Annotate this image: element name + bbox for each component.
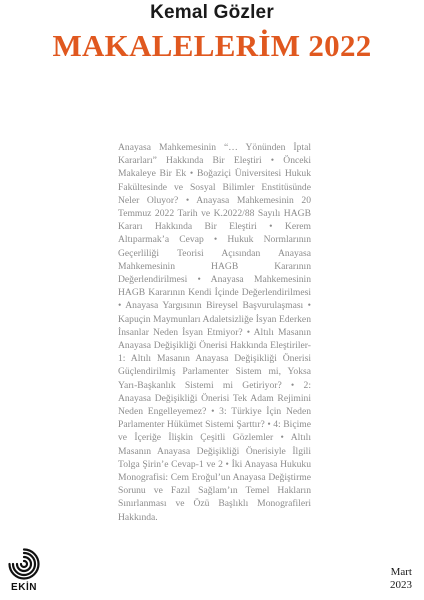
ekin-spiral-logo-icon bbox=[8, 548, 40, 580]
table-of-contents: Anayasa Mahkemesinin “… Yönünden İptal Kararları” Hakkında Bir Eleştiri • Önceki Makaleye Bir Ek • Boğaziçi Üniversitesi Hukuk Fakültesinde ve Sosyal Bilimler Enstitüsünde Neler Oluyor? • Anayasa Mahkemesinin 20 Temmuz 2022 Tarih ve K.2022/88 Sayılı HAGB Kararı Hakkında Bir Eleştiri • Kerem Altıparmak’a Cevap • Hukuk Normlarının Geçerliliği Teorisi Açısından Anayasa Mahkemesinin HAGB Kararının Değerlendirilmesi • Anayasa Mahkemesinin HAGB Kararının Kendi İçinde Değerlendirilmesi • Anayasa Yargısının Bireysel Başvurulaşması • Kapuçin Maymunları Adaletsizliğe İsyan Ederken İnsanlar Neden İsyan Etmiyor? • Altılı Masanın Anayasa Değişikliği Önerisi Hakkında Eleştiriler-1: Altılı Masanın Anayasa Değişikliği Önerisi Güçlendirilmiş Parlamenter Sistem mi, Yoksa Yarı-Başkanlık Sistemi mi Getiriyor? • 2: Anayasa Değişikliği Önerisi Tek Adam Rejimini Neden Engelleyemez? • 3: Türkiye İçin Neden Parlamenter Hükümet Sistemi Şarttır? • 4: Biçime ve İçeriğe İlişkin Çeşitli Gözlemler • Altılı Masanın Anayasa Değişikliği Önerisiyle İlgili Tolga Şirin’e Cevap-1 ve 2 • İki Anayasa Hukuku Monografisi: Cem Eroğul’un Anayasa Değiştirme Sorunu ve Fazıl Sağlam’ın Temel Hakların Sınırlanması ve Özü Başlıklı Monografileri Hakkında. bbox=[118, 142, 311, 523]
book-title: MAKALELERİM 2022 bbox=[52, 28, 372, 63]
publication-year: 2023 bbox=[390, 579, 412, 591]
publisher-name: EKİN bbox=[11, 582, 37, 593]
publisher-logo bbox=[6, 548, 42, 596]
publication-date bbox=[390, 566, 412, 592]
author-name: Kemal Gözler bbox=[150, 2, 274, 23]
publication-month: Mart bbox=[390, 566, 412, 578]
